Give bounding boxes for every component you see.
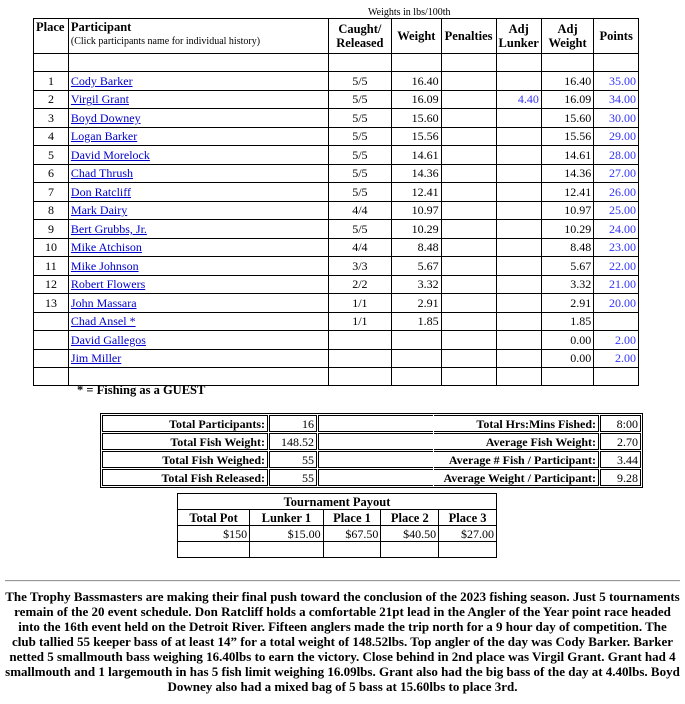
header-points: Points [594,19,639,54]
stats-row [102,433,641,450]
caught-released-cell: 4/4 [328,238,391,257]
participant-link[interactable]: Boyd Downey [70,110,141,125]
place-cell: 4 [34,127,69,146]
place-cell: 5 [34,146,69,165]
header-participant [68,19,328,54]
place-cell: 11 [34,257,69,276]
payout-empty-cell [439,542,497,558]
weight-cell: 5.67 [392,257,442,276]
payout-place-1: $67.50 [323,526,381,542]
participant-cell [68,238,328,257]
points-cell: 24.00 [594,220,639,239]
caught-released-cell [328,331,391,350]
participant-link[interactable]: David Gallegos [70,332,146,347]
participant-link[interactable]: Jim Miller [70,351,122,366]
place-cell [34,312,69,331]
participant-cell [68,312,328,331]
stat-label: Total Hrs:Mins Fished: [434,415,599,432]
penalties-cell [441,201,496,220]
stat-value: 55 [269,469,317,486]
header-adj-weight [541,19,593,54]
points-cell: 35.00 [594,72,639,91]
participant-row [34,146,639,165]
participant-cell [68,90,328,109]
weight-cell: 16.40 [392,72,442,91]
participant-row [34,312,639,331]
participant-link[interactable]: Bert Grubbs, Jr. [70,221,147,236]
divider [5,580,680,582]
payout-header-total-pot: Total Pot [178,510,250,526]
penalties-cell [441,294,496,313]
place-cell: 1 [34,72,69,91]
spacer-row [34,54,639,72]
adj-lunker-cell [496,294,541,313]
participant-link[interactable]: Mike Johnson [70,258,139,273]
points-cell: 30.00 [594,109,639,128]
penalties-cell [441,238,496,257]
adj-weight-cell: 12.41 [541,183,593,202]
stat-label: Average Weight / Participant: [434,469,599,486]
adj-lunker-cell [496,257,541,276]
points-cell: 21.00 [594,275,639,294]
weight-cell: 3.32 [392,275,442,294]
weight-cell: 2.91 [392,294,442,313]
participant-cell [68,164,328,183]
participant-row [34,127,639,146]
header-adj-lunker-line1: Adj [508,22,529,36]
points-cell: 2.00 [594,349,639,368]
place-cell [34,331,69,350]
stat-value: 148.52 [269,433,317,450]
header-caught-released [328,19,391,54]
adj-weight-cell: 16.09 [541,90,593,109]
caught-released-cell: 5/5 [328,90,391,109]
points-cell: 27.00 [594,164,639,183]
adj-lunker-cell [496,146,541,165]
adj-weight-cell: 2.91 [541,294,593,313]
place-cell: 13 [34,294,69,313]
penalties-cell [441,331,496,350]
tournament-stats [100,413,643,488]
stat-label: Average # Fish / Participant: [434,451,599,468]
participant-cell [68,257,328,276]
adj-weight-cell: 14.36 [541,164,593,183]
participant-row [34,183,639,202]
adj-lunker-cell [496,238,541,257]
adj-weight-cell: 8.48 [541,238,593,257]
stat-label: Average Fish Weight: [434,433,599,450]
header-caught-line2: Released [336,36,384,50]
payout-empty-cell [250,542,323,558]
header-place: Place [34,19,69,54]
caught-released-cell: 5/5 [328,127,391,146]
header-adj-lunker-line2: Lunker [498,36,539,50]
adj-weight-cell: 15.56 [541,127,593,146]
caught-released-cell: 2/2 [328,275,391,294]
payout-empty-cell [381,542,439,558]
payout-title: Tournament Payout [178,494,497,510]
penalties-cell [441,312,496,331]
caught-released-cell: 5/5 [328,109,391,128]
participant-row [34,201,639,220]
participant-link[interactable]: David Morelock [70,147,150,162]
penalties-cell [441,127,496,146]
adj-weight-cell: 16.40 [541,72,593,91]
stat-spacer [318,433,433,450]
header-adj-weight-line1: Adj [557,22,578,36]
participant-row [34,331,639,350]
penalties-cell [441,220,496,239]
participant-cell [68,127,328,146]
payout-header-place-3: Place 3 [439,510,497,526]
adj-lunker-cell: 4.40 [496,90,541,109]
penalties-cell [441,109,496,128]
points-cell: 29.00 [594,127,639,146]
weight-cell: 16.09 [392,90,442,109]
participant-cell [68,220,328,239]
payout-empty-row [178,542,497,558]
adj-weight-cell: 5.67 [541,257,593,276]
participant-cell [68,109,328,128]
points-cell [594,312,639,331]
participant-link[interactable]: Chad Ansel * [70,314,136,329]
points-cell: 34.00 [594,90,639,109]
stat-label: Total Fish Weighed: [102,451,268,468]
points-cell: 20.00 [594,294,639,313]
participant-cell [68,72,328,91]
adj-lunker-cell [496,183,541,202]
stat-value: 55 [269,451,317,468]
stat-value: 3.44 [600,451,641,468]
payout-header-place-2: Place 2 [381,510,439,526]
stats-table [100,413,643,488]
adj-weight-cell: 15.60 [541,109,593,128]
stat-value: 2.70 [600,433,641,450]
adj-lunker-cell [496,201,541,220]
caught-released-cell: 5/5 [328,220,391,239]
payout-title-row [178,494,497,510]
payout-values-row [178,526,497,542]
penalties-cell [441,164,496,183]
adj-weight-cell: 0.00 [541,349,593,368]
adj-weight-cell: 3.32 [541,275,593,294]
adj-lunker-cell [496,164,541,183]
header-participant-label: Participant [70,20,132,34]
penalties-cell [441,72,496,91]
stat-spacer [318,469,433,486]
payout-empty-cell [178,542,250,558]
header-penalties: Penalties [441,19,496,54]
caught-released-cell [328,349,391,368]
place-cell: 9 [34,220,69,239]
payout-header-place-1: Place 1 [323,510,381,526]
stats-row [102,451,641,468]
penalties-cell [441,349,496,368]
adj-lunker-cell [496,109,541,128]
header-adj-weight-line2: Weight [548,36,587,50]
payout-header-row [178,510,497,526]
participant-cell [68,349,328,368]
payout-lunker-1: $15.00 [250,526,323,542]
weight-cell [392,331,442,350]
participant-cell [68,183,328,202]
caught-released-cell: 4/4 [328,201,391,220]
points-cell: 28.00 [594,146,639,165]
participant-row [34,275,639,294]
caught-released-cell: 5/5 [328,72,391,91]
place-cell: 12 [34,275,69,294]
caught-released-cell: 1/1 [328,312,391,331]
participant-link[interactable]: Mike Atchison [70,240,142,255]
participant-row [34,238,639,257]
place-cell: 3 [34,109,69,128]
adj-lunker-cell [496,275,541,294]
caught-released-cell: 5/5 [328,146,391,165]
participant-row [34,164,639,183]
weight-cell: 10.97 [392,201,442,220]
adj-lunker-cell [496,349,541,368]
stat-label: Total Fish Released: [102,469,268,486]
guest-note: * = Fishing as a GUEST [77,383,206,397]
stat-spacer [318,415,433,432]
header-adj-lunker [496,19,541,54]
stat-label: Total Fish Weight: [102,433,268,450]
results-header-row [34,19,639,54]
weight-cell: 10.29 [392,220,442,239]
weight-cell: 14.36 [392,164,442,183]
participant-link[interactable]: Virgil Grant [70,92,129,107]
penalties-cell [441,275,496,294]
place-cell: 8 [34,201,69,220]
header-participant-hint: (Click participants name for individual history) [70,36,261,47]
caught-released-cell: 5/5 [328,183,391,202]
results-table [33,18,639,386]
stats-row [102,469,641,486]
header-caught-line1: Caught/ [338,22,382,36]
weights-note: Weights in lbs/100th [368,7,451,18]
adj-lunker-cell [496,331,541,350]
place-cell: 10 [34,238,69,257]
participant-cell [68,331,328,350]
participant-row [34,109,639,128]
penalties-cell [441,146,496,165]
participant-cell [68,201,328,220]
header-weight: Weight [392,19,442,54]
weight-cell: 8.48 [392,238,442,257]
participant-row [34,257,639,276]
place-cell: 6 [34,164,69,183]
participant-link[interactable]: Chad Thrush [70,166,134,181]
payout-empty-cell [323,542,381,558]
payout-place-3: $27.00 [439,526,497,542]
place-cell [34,349,69,368]
adj-weight-cell: 1.85 [541,312,593,331]
points-cell: 22.00 [594,257,639,276]
participant-cell [68,294,328,313]
participant-link[interactable]: Cody Barker [70,73,133,88]
stat-value: 9.28 [600,469,641,486]
participant-link[interactable]: Logan Barker [70,129,138,144]
adj-lunker-cell [496,72,541,91]
participant-cell [68,275,328,294]
points-cell: 23.00 [594,238,639,257]
points-cell: 2.00 [594,331,639,350]
payout-header-lunker-1: Lunker 1 [250,510,323,526]
weight-cell: 14.61 [392,146,442,165]
caught-released-cell: 1/1 [328,294,391,313]
weight-cell: 15.56 [392,127,442,146]
adj-weight-cell: 14.61 [541,146,593,165]
participant-link[interactable]: Mark Dairy [70,203,128,218]
participant-cell [68,146,328,165]
adj-weight-cell: 10.29 [541,220,593,239]
weight-cell [392,349,442,368]
participant-link[interactable]: Robert Flowers [70,277,146,292]
penalties-cell [441,90,496,109]
adj-lunker-cell [496,312,541,331]
penalties-cell [441,183,496,202]
points-cell: 25.00 [594,201,639,220]
participant-link[interactable]: John Massara [70,295,137,310]
weight-cell: 15.60 [392,109,442,128]
weight-cell: 12.41 [392,183,442,202]
stat-spacer [318,451,433,468]
weight-cell: 1.85 [392,312,442,331]
caught-released-cell: 3/3 [328,257,391,276]
adj-lunker-cell [496,127,541,146]
penalties-cell [441,257,496,276]
participant-row [34,90,639,109]
participant-row [34,294,639,313]
participant-link[interactable]: Don Ratcliff [70,184,132,199]
place-cell: 7 [34,183,69,202]
participant-row [34,349,639,368]
caught-released-cell: 5/5 [328,164,391,183]
stat-value: 8:00 [600,415,641,432]
adj-lunker-cell [496,220,541,239]
participant-row [34,220,639,239]
stat-value: 16 [269,415,317,432]
adj-weight-cell: 10.97 [541,201,593,220]
points-cell: 26.00 [594,183,639,202]
payout-table [177,493,497,558]
stat-label: Total Participants: [102,415,268,432]
tournament-summary: The Trophy Bassmasters are making their final push toward the conclusion of the 2023 fishing season. Just 5 tournaments remain of the 20 event schedule. Don Ratcliff holds a comfortable 21pt lead in the Angler of the Year point race headed into the 16th event held on the Detroit River. Fifteen anglers made the trip north for a 9 hour day of competition. The club tallied 55 keeper bass of at least 14” for a total weight of 148.52lbs. Top angler of the day was Cody Barker. Barker netted 5 smallmouth bass weighing 16.40lbs to earn the victory. Close behind in 2nd place was Virgil Grant. Grant had 4 smallmouth and 1 largemouth in has 5 fish limit weighing 16.09lbs. Grant also had the big bass of the day at 4.40lbs. Boyd Downey also had a mixed bag of 5 bass at 15.60lbs to place 3rd. [5,589,680,694]
place-cell: 2 [34,90,69,109]
adj-weight-cell: 0.00 [541,331,593,350]
stats-row [102,415,641,432]
participant-row [34,72,639,91]
payout-place-2: $40.50 [381,526,439,542]
payout-total-pot: $150 [178,526,250,542]
